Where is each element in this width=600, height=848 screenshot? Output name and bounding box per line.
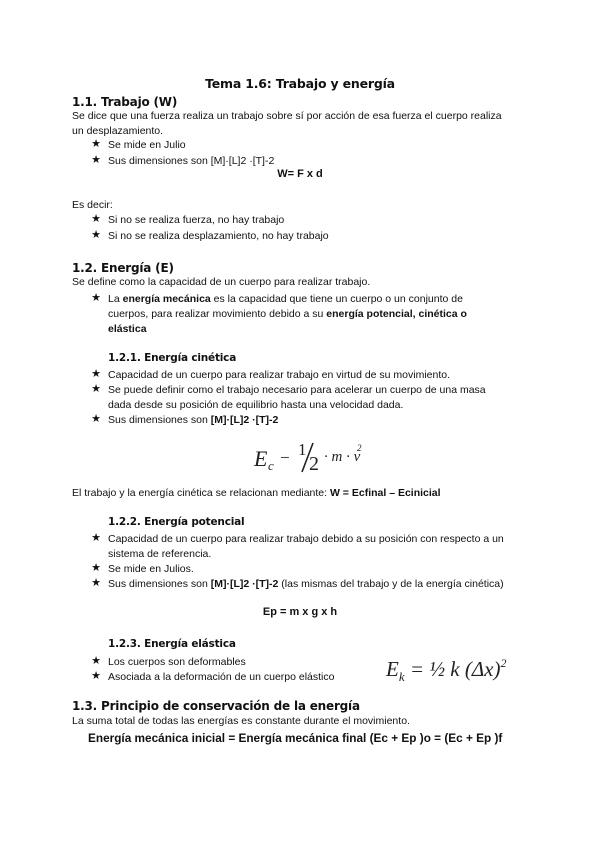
list-item: Sus dimensiones son [M]·[L]2 ·[T]-2	[108, 155, 275, 167]
list-item: Los cuerpos son deformables	[108, 656, 246, 668]
list-item-continuation: dada desde su posición de equilibrio hasta una velocidad dada.	[108, 399, 404, 411]
paragraph: Se dice que una fuerza realiza un trabajo sobre sí por acción de esa fuerza el cuerpo realiza	[72, 110, 502, 122]
list-item: Sus dimensiones son [M]·[L]2 ·[T]-2	[108, 414, 279, 426]
formula-trabajo: W= F x d	[277, 168, 323, 180]
document-page: Tema 1.6: Trabajo y energía 1.1. Trabajo (W) Se dice que una fuerza realiza un trabajo sobre sí por acción de esa fuerza el cuerpo realiza un desplazamiento. ★ Se mide en Julio ★ Sus dimensiones son [M]·[L]2 ·[T]-2 W= F x d Es decir: ★ Si no se realiza fuerza, no hay trabajo ★ Si no se realiza desplazamiento, no hay trabajo 1.2. Energía (E) Se define como la capacidad de un cuerpo para realizar trabajo. ★ La energía mecánica es la capacidad que tiene un cuerpo o un conjunto de cuerpos, para realizar movimiento debido a su energía potencial, cinética o elástica 1.2.1. Energía cinética ★ Capacidad de un cuerpo para realizar trabajo en virtud de su movimiento. ★ Se puede definir como el trabajo necesario para acelerar un cuerpo de una masa dada desde su posición de equilibrio hasta una velocidad dada. ★ Sus dimensiones son [M]·[L]2 ·[T]-2 E c − 1 2 · m · v 2 El trabajo y la energía cinética se relacionan mediante: W = Ecfinal – Ecinicial 1.2.2. Energía potencial ★ Capacidad de un cuerpo para realizar trabajo debido a su posición con respecto a un sistema de referencia. ★ Se mide en Julios. ★ Sus dimensiones son [M]·[L]2 ·[T]-2 (las mismas del trabajo y de la energía cinética) Ep = m x g x h 1.2.3. Energía elástica ★ Los cuerpos son deformables ★ Asociada a la deformación de un cuerpo elástico $E_k$ = ½ k $(\Delta x)^2$ 1.3. Principio de conservación de la energía La suma total de todas las energías es constante durante el movimiento. Energía mecánica inicial = Energía mecánica final (Ec + Ep )o = (Ec + Ep )f	[0, 0, 600, 848]
subsection-heading-cinetica: 1.2.1. Energía cinética	[108, 352, 237, 364]
paragraph: Se define como la capacidad de un cuerpo para realizar trabajo.	[72, 276, 371, 288]
list-item: Se mide en Julio	[108, 139, 186, 151]
section-heading-trabajo: 1.1. Trabajo (W)	[72, 95, 178, 109]
list-item: Sus dimensiones son [M]·[L]2 ·[T]-2 (las mismas del trabajo y de la energía cinética)	[108, 578, 504, 590]
list-item: Capacidad de un cuerpo para realizar trabajo en virtud de su movimiento.	[108, 369, 451, 381]
list-item: Capacidad de un cuerpo para realizar trabajo debido a su posición con respecto a un	[108, 533, 504, 545]
paragraph: La suma total de todas las energías es constante durante el movimiento.	[72, 715, 410, 727]
section-heading-conservacion: 1.3. Principio de conservación de la energía	[72, 699, 360, 713]
list-item: Se mide en Julios.	[108, 563, 194, 575]
star-bullet-icon: ★	[91, 229, 101, 241]
list-item-continuation: cuerpos, para realizar movimiento debido a su energía potencial, cinética o	[108, 308, 467, 320]
star-bullet-icon: ★	[91, 413, 101, 425]
paragraph: un desplazamiento.	[72, 125, 164, 137]
star-bullet-icon: ★	[91, 154, 101, 166]
subsection-heading-elastica: 1.2.3. Energía elástica	[108, 638, 236, 650]
page-title: Tema 1.6: Trabajo y energía	[205, 76, 395, 91]
list-item-continuation: elástica	[108, 323, 147, 335]
star-bullet-icon: ★	[91, 368, 101, 380]
paragraph: El trabajo y la energía cinética se relacionan mediante: W = Ecfinal – Ecinicial	[72, 487, 441, 499]
formula-energia-potencial: Ep = m x g x h	[262, 606, 338, 618]
star-bullet-icon: ★	[91, 138, 101, 150]
list-item: Se puede definir como el trabajo necesario para acelerar un cuerpo de una masa	[108, 384, 486, 396]
section-heading-energia: 1.2. Energía (E)	[72, 261, 174, 275]
list-item: La energía mecánica es la capacidad que tiene un cuerpo o un conjunto de	[108, 293, 463, 305]
list-item-continuation: sistema de referencia.	[108, 548, 212, 560]
star-bullet-icon: ★	[91, 213, 101, 225]
star-bullet-icon: ★	[91, 655, 101, 667]
subsection-heading-potencial: 1.2.2. Energía potencial	[108, 516, 245, 528]
star-bullet-icon: ★	[91, 577, 101, 589]
list-item: Si no se realiza desplazamiento, no hay trabajo	[108, 230, 329, 242]
star-bullet-icon: ★	[91, 532, 101, 544]
star-bullet-icon: ★	[91, 670, 101, 682]
star-bullet-icon: ★	[91, 292, 101, 304]
star-bullet-icon: ★	[91, 383, 101, 395]
formula-energia-elastica: $E_k$ = ½ k $(\Delta x)^2$	[386, 656, 507, 684]
list-item: Asociada a la deformación de un cuerpo elástico	[108, 671, 335, 683]
formula-conservacion: Energía mecánica inicial = Energía mecánica final (Ec + Ep )o = (Ec + Ep )f	[88, 731, 503, 745]
paragraph: Es decir:	[72, 199, 113, 211]
list-item: Si no se realiza fuerza, no hay trabajo	[108, 214, 285, 226]
star-bullet-icon: ★	[91, 562, 101, 574]
